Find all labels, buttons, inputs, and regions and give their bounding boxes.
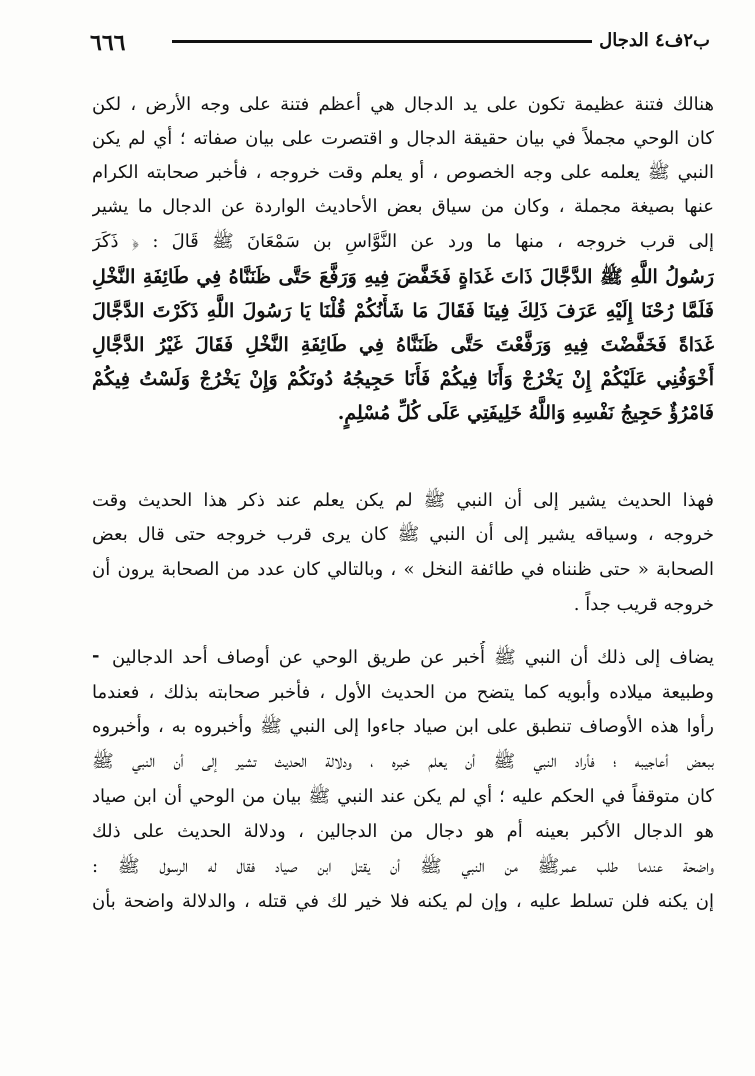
bullet-dash: -	[92, 645, 100, 666]
paragraph-line: إلى قرب خروجه ، منها ما ورد عن النَّوَّاسِ بن سَمْعَانَ ﷺ قَالَ : ﴿ ذَكَرَ	[92, 231, 714, 252]
paragraph-line: النبي ﷺ يعلمه على وجه الخصوص ، أو يعلم وقت خروجه ، فأخبر صحابته الكرام	[92, 162, 714, 183]
paragraph-line: واضحة عندما طلب عمرﷺ من النبي ﷺ أن يقتل ابن صياد فقال له الرسول ﷺ :	[92, 856, 714, 877]
chapter-title: ب٢ف٤ الدجال	[599, 30, 710, 51]
hadith-line: رَسُولُ اللَّهِ ﷺ الدَّجَّالَ ذَاتَ غَدَاةٍ فَخَفَّضَ فِيهِ وَرَفَّعَ حَتَّى ظَنَنَّاهُ فِي طَائِفَةِ النَّخْلِ	[92, 266, 714, 288]
hadith-line: فَامْرُؤٌ حَجِيجُ نَفْسِهِ وَاللَّهُ خَلِيفَتِي عَلَى كُلِّ مُسْلِمٍ.	[337, 402, 714, 424]
paragraph-line: يضاف إلى ذلك أن النبي ﷺ أُخبر عن طريق الوحي عن أوصاف أحد الدجالين	[112, 647, 714, 668]
paragraph-line: فهذا الحديث يشير إلى أن النبي ﷺ لم يكن يعلم عند ذكر هذا الحديث وقت	[92, 490, 714, 511]
paragraph-line: هو الدجال الأكبر بعينه أم هو دجال من الدجالين ، ودلالة الحديث على ذلك	[92, 821, 714, 842]
paragraph-line: كان الوحي مجملاً في بيان حقيقة الدجال و اقتصرت على بيان صفاته ؛ أي لم يكن	[92, 128, 714, 149]
paragraph-line: ببعض أعاجيبه ؛ فأراد النبي ﷺ أن يعلم خبره ، ودلالة الحديث تشير إلى أن النبي ﷺ	[92, 751, 714, 772]
paragraph-line: وطبيعة ميلاده وأبويه كما يتضح من الحديث الأول ، فأخبر صحابته بذلك ، فعندما	[92, 682, 714, 703]
paragraph-line: إن يكنه فلن تسلط عليه ، وإن لم يكنه فلا خير لك في قتله ، والدلالة واضحة بأن	[92, 891, 714, 912]
hadith-line: غَدَاةً فَخَفَّضْتَ فِيهِ وَرَفَّعْتَ حَتَّى ظَنَنَّاهُ فِي طَائِفَةِ النَّخْلِ فَقَالَ غَيْرُ الدَّجَّالِ	[92, 334, 714, 356]
paragraph-line: عنها بصيغة مجملة ، وكان من سياق بعض الأحاديث الواردة عن الدجال ما يشير	[92, 196, 714, 217]
hadith-line: أَخْوَفُنِي عَلَيْكُمْ إِنْ يَخْرُجْ وَأَنَا فِيكُمْ فَأَنَا حَجِيجُهُ دُونَكُمْ وَإِنْ يَخْرُجْ وَلَسْتُ فِيكُمْ	[92, 368, 714, 390]
page-number: ٦٦٦	[90, 30, 126, 56]
paragraph-line: رأوا هذه الأوصاف تنطبق على ابن صياد جاءوا إلى النبي ﷺ وأخبروه به ، وأخبروه	[92, 716, 714, 737]
page-header	[90, 30, 710, 60]
paragraph-line: الصحابة « حتى ظنناه في طائفة النخل » ، وبالتالي كان عدد من الصحابة يرون أن	[92, 559, 714, 580]
paragraph-line: هنالك فتنة عظيمة تكون على يد الدجال هي أعظم فتنة على وجه الأرض ، لكن	[92, 94, 714, 115]
header-rule	[172, 40, 592, 43]
paragraph-line: خروجه ، وسياقه يشير إلى أن النبي ﷺ كان يرى قرب خروجه حتى قال بعض	[92, 524, 714, 545]
paragraph-line: خروجه قريب جداً .	[573, 594, 714, 615]
paragraph-line: كان متوقفاً في الحكم عليه ؛ أي لم يكن عند النبي ﷺ بيان من الوحي أن ابن صياد	[92, 786, 714, 807]
hadith-line: فَلَمَّا رُحْنَا إِلَيْهِ عَرَفَ ذَلِكَ فِينَا فَقَالَ مَا شَأْنُكُمْ قُلْنَا يَا رَسُولَ اللَّهِ ذَكَرْتَ الدَّجَّالَ	[92, 300, 714, 322]
